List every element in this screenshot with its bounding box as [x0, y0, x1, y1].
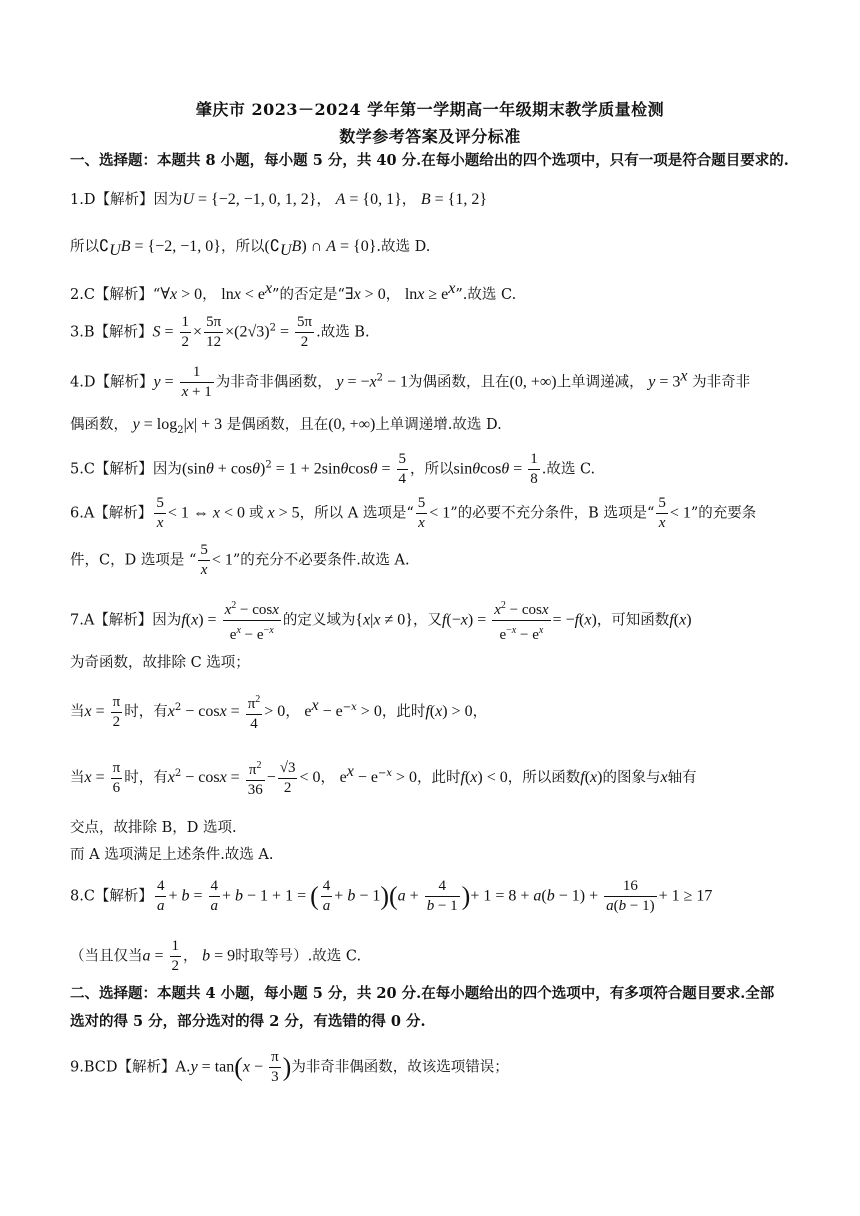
q7-line4: 当x = $\frac{\pi}{6}$ 时，有$x^2 - \cos x$ = $\frac{\pi^2}{36}$ − $\frac{√3}{2}$ < 0， $e^x - e^{-x} > 0$，此时f(x) < 0，所以函数f(x)的图象与x轴有 — [70, 756, 800, 800]
q4-line2: 偶函数， $y = \log_2|x| + 3$ 是偶函数，且在(0, +∞)上单调递增.故选 D. — [70, 416, 502, 436]
q7-line1: 7.A【解析】因为f(x) = $\frac{x^2 - \cos x}{e^x - e^{-x}}$ 的定义域为{x|x ≠ 0}，又f(−x) = $\frac{x^2 - \cos x}{e^{-x} - e^x}$ = −f(x)，可知函数f(x) — [70, 596, 800, 645]
document-subtitle: 数学参考答案及评分标准 — [339, 127, 521, 146]
section-two-heading-line1: 二、选择题：本题共 4 小题，每小题 5 分，共 20 分.在每小题给出的四个选项中，有多项符合题目要求.全部 — [70, 985, 775, 1002]
q7-line2: 为奇函数，故排除 C 选项； — [70, 655, 250, 671]
q6-line1: 6.A【解析】 $\frac{5}{x}$ < 1 ⇔ x < 0 或 x > 5，所以 A 选项是“ $\frac{5}{x}$ < 1”的必要不充分条件，B 选项是“ $\frac{5}{x}$ < 1”的充要条 — [70, 495, 757, 531]
q8-line1: 8.C【解析】 $\frac{4}{a}$ + b = $\frac{4}{a}$ + b − 1 + 1 = ( $\frac{4}{a}$ + b − 1)(a + $\frac{4}{b - 1}$ )+ 1 = 8 + a(b − 1) + $\frac{16}{a(b - 1)}$ + 1 ≥ 17 — [70, 878, 713, 914]
section-one-heading: 一、选择题：本题共 8 小题，每小题 5 分，共 40 分.在每小题给出的四个选项中，只有一项是符合题目要求的. — [70, 152, 789, 169]
q5-line: 5.C【解析】因为$(\sin\theta + \cos\theta)^2 = 1 + 2\sin\theta\cos\theta$ = $\frac{5}{4}$ ，所以sinθcosθ = $\frac{1}{8}$ .故选 C. — [70, 451, 596, 487]
section-two-heading-line2: 选对的得 5 分，部分选对的得 2 分，有选错的得 0 分. — [70, 1013, 426, 1030]
q7-line3: 当x = $\frac{\pi}{2}$ 时，有$x^2 - \cos x$ = $\frac{\pi^2}{4}$ > 0， $e^x - e^{-x} > 0$，此时f(x) > 0， — [70, 690, 800, 734]
document-title: 肇庆市 2023－2024 学年第一学期高一年级期末教学质量检测 — [195, 100, 665, 119]
q1-line2: 所以$∁_UB = \{-2$, −1, 0}，所以$(∁_UB)$ ∩ A = {0}.故选 D. — [70, 238, 431, 259]
q2-line: 2.C【解析】“∀x > 0， $\ln x < e^x$”的否定是“∃x > 0， $\ln x \ge e^x$”.故选 C. — [70, 280, 517, 303]
q8-line2: （当且仅当a = $\frac{1}{2}$ ， b = 9时取等号）.故选 C. — [70, 938, 362, 974]
q9-line: 9.BCD【解析】A.y = tan(x − $\frac{\pi}{3}$ )为非奇非偶函数，故该选项错误； — [70, 1049, 509, 1085]
q7-line5: 交点，故排除 B，D 选项. — [70, 820, 237, 836]
q6-line2: 件，C，D 选项是 “ $\frac{5}{x}$ < 1”的充分不必要条件.故选 A. — [70, 542, 410, 578]
q1-line1: 1.D【解析】因为U = {−2, −1, 0, 1, 2}， A = {0, 1}， B = {1, 2} — [70, 191, 488, 208]
q4-line1: 4.D【解析】y = $\frac{1}{x + 1}$ 为非奇非偶函数， $y = -x^2 - 1$为偶函数，且在(0, +∞)上单调递减， $y = 3^x$ 为非奇非 — [70, 364, 751, 400]
q3-line: 3.B【解析】S = $\frac{1}{2}$ × $\frac{5\pi}{12}$ $\times(2√3)^2$ = $\frac{5\pi}{2}$ .故选 B. — [70, 314, 370, 350]
q7-line6: 而 A 选项满足上述条件.故选 A. — [70, 847, 274, 863]
